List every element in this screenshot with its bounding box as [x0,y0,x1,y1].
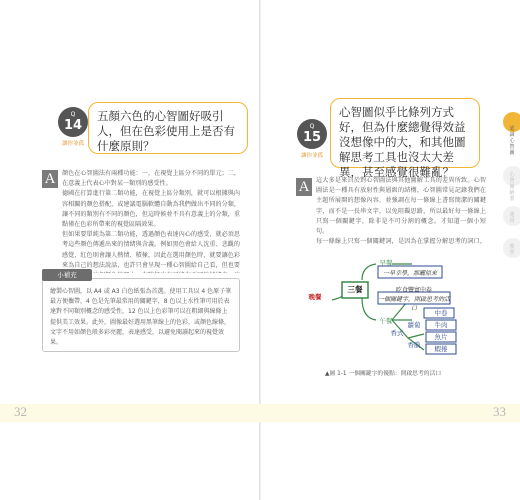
node-center: 三餐 [347,285,363,294]
node-box: 吃食豐富中卷 [395,287,432,294]
answer-dropcap: A [296,178,312,196]
answer-body [62,169,240,273]
question-number-circle [297,119,327,149]
page-fold [259,0,261,500]
node-box-label: 魚片 [434,333,448,341]
node-breakfast: 早餐 [379,259,393,267]
question-badge-subtitle: 讓你並孤 [300,153,323,159]
answer-dropcap: A [42,170,58,188]
side-tab-label: 認識心智圖 [509,126,515,156]
answer-paragraph: 顏色在心智圖法有兩種功能：一，在視覺上區分不同的單元；二，在意義上代表心中對某一類別的感受性。 [62,170,240,188]
node-box-label: 中卷 [434,309,448,317]
q-letter: Q [309,123,315,130]
q-letter: Q [70,111,76,118]
question-text: 心智圖似乎比條列方式好，但為什麼總覺得效益沒想像中的大，和其他圖解思考工具也沒太大差異，甚至感覺很難亂？ [339,105,466,179]
node-label: 香式 [390,329,404,337]
branch-line [408,334,424,338]
question-number: 15 [302,130,322,145]
question-bubble [88,102,248,154]
answer-paragraph: 德國在打算進行第二類功能，在視覺上區分類別，就可以根據與內容相關的顏色搭配，或建議電腦軟體自動為我們做出不同的分類，讓不同的類別有不同的顏色，但這時候並不具有意義上的分類，重點僅在色彩所帶來的視覺區隔效果。 [62,190,240,229]
answer-paragraph: 每一條線上只寫一個關鍵詞，是因為在掌握分解思考的詞口， [316,238,486,246]
question-number: 14 [63,118,83,133]
answer-body [316,176,486,246]
side-tab-label: 運用 [509,212,515,224]
side-tab-label: 教學 [509,244,515,256]
question-number-circle [58,107,88,137]
node-box-label: 蝦捲 [434,345,448,353]
figure-caption: ▲圖 1-1 一個關鍵字的優點：開啟思考的活口 [325,371,442,377]
answer-paragraph: 但如果要單純為第二類功能，透過顏色表達內心的感受，就必須思考這些顏色傳遞出來的情緒與含義。例如黑色會給人沈重、悲觀的感覺，紅色則會讓人熱情、積極，因此在選用顏色時，就要讓色彩來為自己的想法說話，也許只會呈現一種心智圖給自己看，但也要 [62,231,240,269]
tip-header: 小補充 [42,269,92,281]
question-text: 五顏六色的心智圖好吸引人，但在色彩使用上是否有什麼原則？ [97,109,235,153]
node-label: 蘿蔔 [407,321,421,329]
node-box: 一個關鍵字，開啟思考的活口 [378,296,451,312]
page-number-right: 33 [493,404,506,419]
page-number-left: 32 [14,404,27,419]
tip-text: 繪製心智圖，以 A4 或 A3 白色紙張為首選。使用工具以 4 色原子筆最方便攜帶，4 色是先筆最常用的關鍵字，8 色以上水性筆可用於表達對不同類別概念的感受性，12 色以上色彩筆可以在粗細與線條上提供美工效果。此外，圖像最好選用黑筆線上的色彩，或顏色線條，文字不用如顏色般多彩亮麗，表達感受，以避免閱讀起來的視覺效果。 [50,288,232,347]
question-badge-14 [55,107,91,147]
question-badge-15 [294,119,330,159]
question-bubble [330,98,480,179]
footer-band [0,404,520,422]
side-tab-label: 心智圖繪製 [509,172,515,202]
node-lunch: 午餐 [379,317,393,325]
question-badge-subtitle: 讓你並孤 [61,141,84,147]
node-box-label: 牛肉 [434,321,448,329]
node-dinner: 晚餐 [308,293,322,301]
node-box: 一早幸學，那曬原來 [382,270,437,277]
answer-paragraph: 這大多是來自於對心智圖法與其他圖解工具的差異所致。心智圖法是一種具有放射性與層級的結構，心智圖常見記錄我們在主題所展開的想像內容，並強調在每一條線上書寫簡潔的關鍵字，而不是一長串文字，以免阻礙思路，所以最好每一條線上只寫一個關鍵字，除非是不可分割的概念。才知道一個小短句。 [316,177,486,236]
node-label: 香膜 [407,341,421,349]
